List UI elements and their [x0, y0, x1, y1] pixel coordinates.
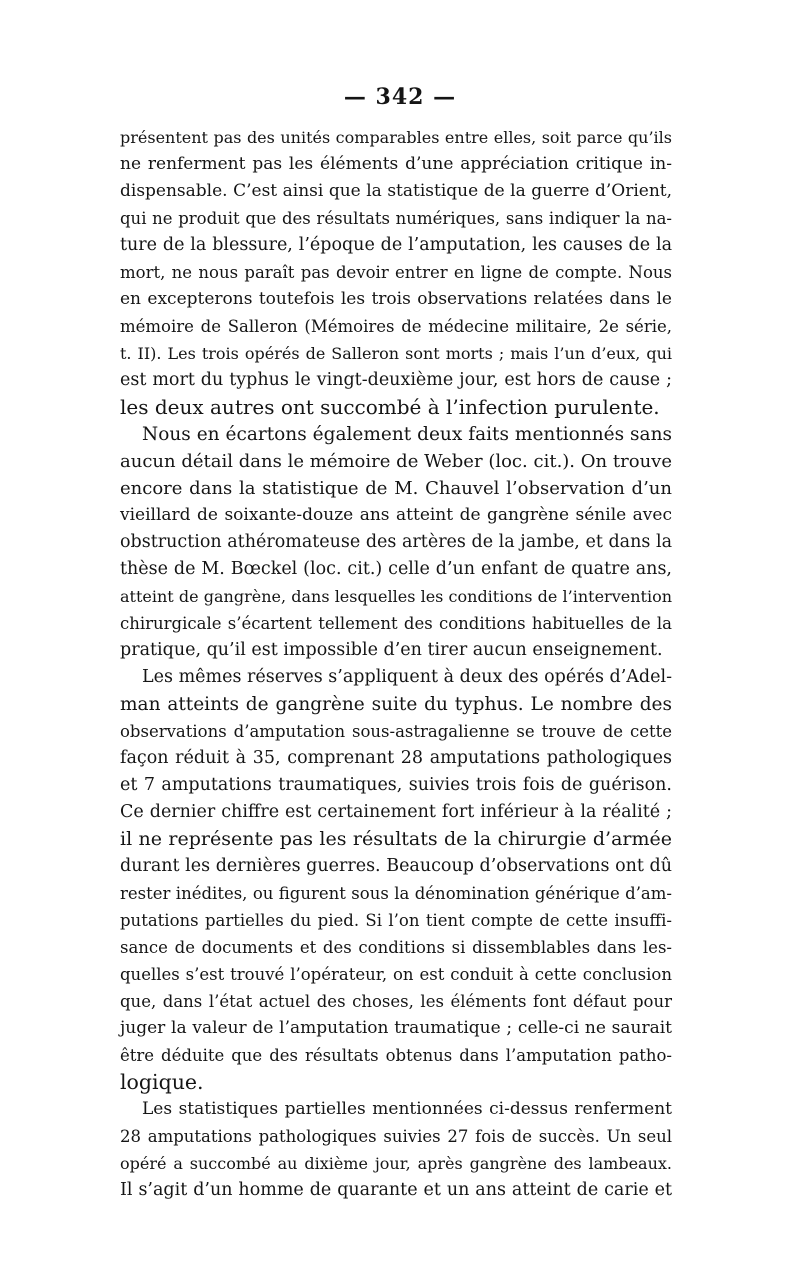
text-line: 28 amputations pathologiques suivies 27 fois de succès. Un seul — [120, 1127, 672, 1146]
text-line: présentent pas des unités comparables entre elles, soit parce qu’ils — [120, 128, 672, 147]
text-line: durant les dernières guerres. Beaucoup d’observations ont dû — [120, 856, 672, 876]
text-line: pratique, qu’il est impossible d’en tirer aucun enseignement. — [120, 640, 663, 660]
text-line: dispensable. C’est ainsi que la statistique de la guerre d’Orient, — [120, 181, 672, 201]
text-line: Les statistiques partielles mentionnées ci-dessus renferment — [142, 1099, 672, 1119]
text-line: aucun détail dans le mémoire de Weber (loc. cit.). On trouve — [120, 451, 672, 472]
text-line: façon réduit à 35, comprenant 28 amputations pathologiques — [120, 748, 672, 768]
text-line: sance de documents et des conditions si dissemblables dans les- — [120, 938, 672, 957]
page-number: — 342 — — [343, 84, 457, 110]
text-line: juger la valeur de l’amputation traumatique ; celle-ci ne saurait — [120, 1018, 672, 1038]
body-text — [120, 124, 672, 1204]
text-line: ne renferment pas les éléments d’une appréciation critique in- — [120, 154, 672, 174]
text-line: man atteints de gangrène suite du typhus. Le nombre des — [120, 694, 672, 715]
text-line: il ne représente pas les résultats de la chirurgie d’armée — [120, 828, 672, 850]
text-line: être déduite que des résultats obtenus dans l’amputation patho- — [120, 1046, 672, 1065]
paragraph — [120, 664, 672, 1096]
text-line: et 7 amputations traumatiques, suivies trois fois de guérison. — [120, 775, 672, 795]
text-line: Ce dernier chiffre est certainement fort inférieur à la réalité ; — [120, 802, 672, 822]
text-line: logique. — [120, 1070, 204, 1094]
paragraph — [120, 124, 672, 421]
text-line: que, dans l’état actuel des choses, les éléments font défaut pour — [120, 992, 672, 1011]
text-line: chirurgicale s’écartent tellement des conditions habituelles de la — [120, 614, 672, 633]
text-line: rester inédites, ou figurent sous la dénomination générique d’am- — [120, 884, 672, 903]
text-line: est mort du typhus le vingt-deuxième jour, est hors de cause ; — [120, 370, 672, 390]
text-line: opéré a succombé au dixième jour, après gangrène des lambeaux. — [120, 1154, 672, 1173]
text-line: thèse de M. Bœckel (loc. cit.) celle d’un enfant de quatre ans, — [120, 559, 672, 579]
text-line: Nous en écartons également deux faits mentionnés sans — [142, 424, 672, 445]
text-line: vieillard de soixante-douze ans atteint de gangrène sénile avec — [120, 505, 672, 525]
text-line: Les mêmes réserves s’appliquent à deux des opérés d’Adel- — [142, 667, 672, 687]
text-line: ture de la blessure, l’époque de l’amputation, les causes de la — [120, 235, 672, 255]
text-line: putations partielles du pied. Si l’on tient compte de cette insuffi- — [120, 911, 672, 930]
text-line: t. II). Les trois opérés de Salleron sont morts ; mais l’un d’eux, qui — [120, 344, 672, 363]
text-line: mémoire de Salleron (Mémoires de médecine militaire, 2e série, — [120, 317, 672, 336]
text-line: obstruction athéromateuse des artères de la jambe, et dans la — [120, 532, 672, 552]
paragraph — [120, 1096, 672, 1204]
paragraph — [120, 421, 672, 664]
text-line: encore dans la statistique de M. Chauvel l’observation d’un — [120, 478, 672, 499]
text-line: Il s’agit d’un homme de quarante et un ans atteint de carie et — [120, 1180, 672, 1200]
text-line: mort, ne nous paraît pas devoir entrer en ligne de compte. Nous — [120, 263, 672, 282]
text-line: en excepterons toutefois les trois observations relatées dans le — [120, 289, 672, 309]
text-line: quelles s’est trouvé l’opérateur, on est conduit à cette conclusion — [120, 965, 672, 984]
text-line: qui ne produit que des résultats numériques, sans indiquer la na- — [120, 209, 672, 228]
text-line: observations d’amputation sous-astragalienne se trouve de cette — [120, 722, 672, 741]
text-line: les deux autres ont succombé à l’infection purulente. — [120, 395, 660, 419]
text-line: atteint de gangrène, dans lesquelles les conditions de l’intervention — [120, 587, 672, 606]
